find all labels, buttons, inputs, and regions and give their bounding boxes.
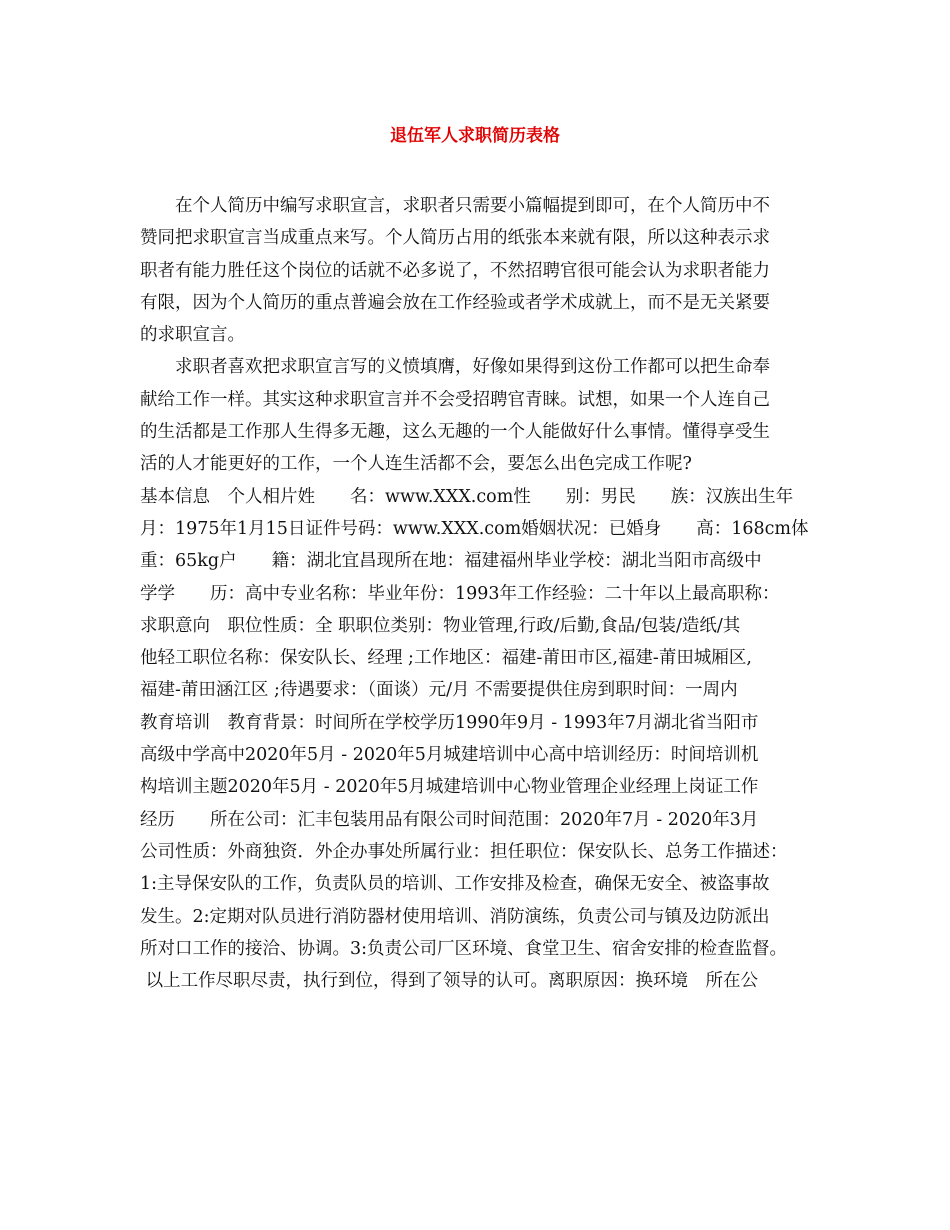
document-body [140, 190, 815, 997]
text-line: 活的人才能更好的工作，一个人连生活都不会，要怎么出色完成工作呢? [140, 454, 692, 475]
text-line: 有限，因为个人简历的重点普遍会放在工作经验或者学术成就上，而不是无关紧要 [140, 292, 770, 313]
text-line: 构培训主题2020年5月 - 2020年5月城建培训中心物业管理企业经理上岗证工作 [140, 777, 759, 798]
text-line: 他轻工职位名称：保安队长、经理 ;工作地区：福建-莆田市区,福建-莆田城厢区, [140, 648, 752, 669]
text-line: 发生。2:定期对队员进行消防器材使用培训、消防演练，负责公司与镇及边防派出 [140, 906, 770, 927]
text-line: 经历 所在公司：汇丰包装用品有限公司时间范围：2020年7月 - 2020年3月 [140, 809, 759, 830]
text-line: 基本信息 个人相片姓 名：www.XXX.com性 别：男民 族：汉族出生年 [140, 486, 794, 507]
text-line: 献给工作一样。其实这种求职宣言并不会受招聘官青睐。试想，如果一个人连自己 [140, 389, 770, 410]
text-line: 公司性质：外商独资．外企办事处所属行业：担任职位：保安队长、总务工作描述： [140, 841, 788, 862]
text-line: 福建-莆田涵江区 ;待遇要求：（面谈）元/月 不需要提供住房到职时间：一周内 [140, 680, 738, 701]
document-title: 退伍军人求职简历表格 [390, 126, 560, 146]
text-line: 的生活都是工作那人生得多无趣，这么无趣的一个人能做好什么事情。懂得享受生 [140, 422, 770, 443]
text-line: 的求职宣言。 [140, 325, 245, 346]
text-line: 1:主导保安队的工作，负责队员的培训、工作安排及检查，确保无安全、被盗事故 [140, 874, 770, 895]
text-line: 在个人简历中编写求职宣言，求职者只需要小篇幅提到即可，在个人简历中不 [140, 196, 770, 216]
text-line: 职者有能力胜任这个岗位的话就不必多说了，不然招聘官很可能会认为求职者能力 [140, 260, 770, 281]
text-line: 赞同把求职宣言当成重点来写。个人简历占用的纸张本来就有限，所以这种表示求 [140, 228, 770, 249]
text-line: 求职者喜欢把求职宣言写的义愤填膺，好像如果得到这份工作都可以把生命奉 [140, 357, 770, 378]
text-line: 重：65kg户 籍：湖北宜昌现所在地：福建福州毕业学校：湖北当阳市高级中 [140, 551, 762, 572]
text-line: 教育培训 教育背景：时间所在学校学历1990年9月 - 1993年7月湖北省当阳市 [140, 712, 759, 733]
text-line: 以上工作尽职尽责，执行到位，得到了领导的认可。离职原因：换环境 所在公 [140, 971, 759, 992]
text-line: 所对口工作的接洽、协调。3:负责公司厂区环境、食堂卫生、宿舍安排的检查监督。 [140, 938, 788, 959]
text-line: 求职意向 职位性质：全 职职位类别：物业管理,行政/后勤,食品/包装/造纸/其 [140, 615, 741, 636]
text-line: 月：1975年1月15日证件号码：www.XXX.com婚姻状况：已婚身 高：168cm体 [140, 518, 809, 539]
text-line: 高级中学高中2020年5月 - 2020年5月城建培训中心高中培训经历：时间培训机 [140, 745, 759, 766]
text-line: 学学 历：高中专业名称：毕业年份：1993年工作经验：二十年以上最高职称： [140, 583, 780, 604]
